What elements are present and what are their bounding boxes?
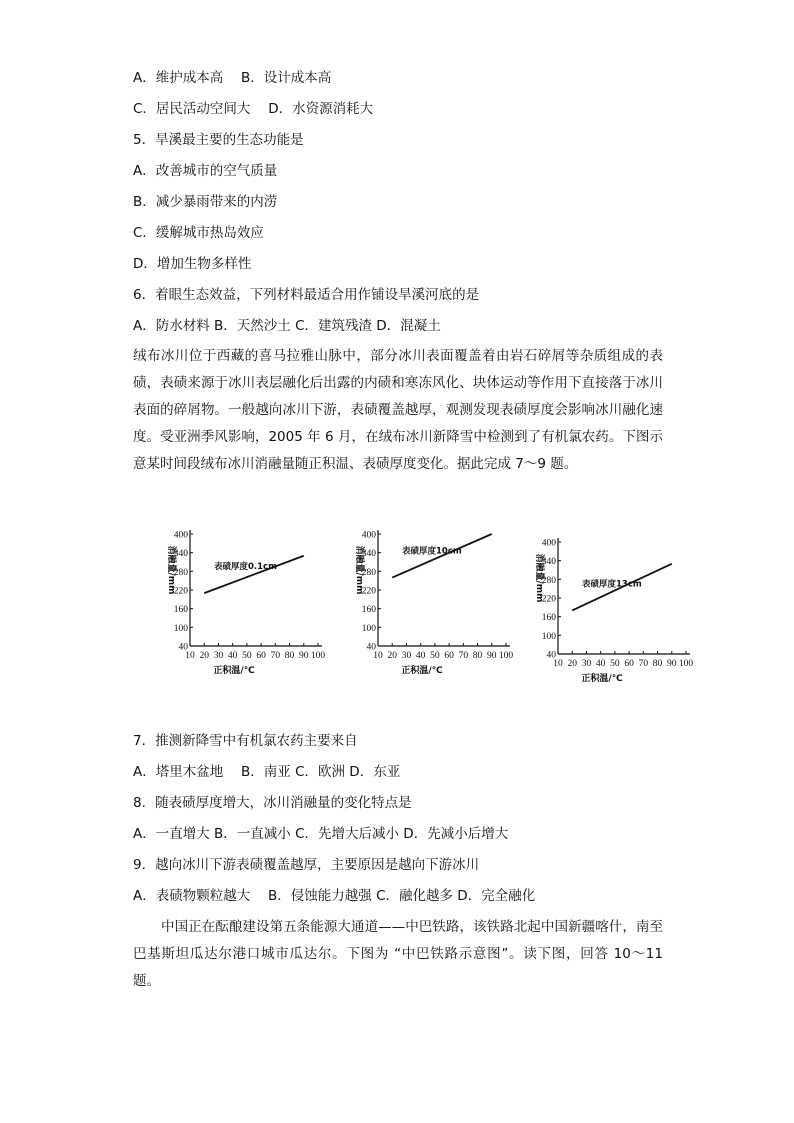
- y-tick-label: 280: [173, 567, 188, 578]
- y-tick-label: 40: [366, 642, 376, 653]
- chart-svg: [348, 528, 516, 678]
- x-axis-label: 正积温/℃: [213, 666, 255, 676]
- x-tick-label: 70: [638, 659, 649, 669]
- x-tick-label: 50: [430, 651, 440, 661]
- x-axis-label: 正积温/℃: [581, 674, 623, 684]
- x-axis-label: 正积温/℃: [401, 666, 443, 676]
- x-tick-label: 40: [595, 659, 606, 669]
- x-tick-label: 60: [624, 659, 634, 669]
- y-tick-label: 340: [541, 557, 556, 568]
- y-tick-label: 340: [173, 549, 188, 560]
- x-tick-label: 100: [310, 651, 326, 661]
- x-tick-label: 60: [256, 651, 266, 661]
- x-tick-label: 80: [472, 651, 483, 661]
- chart-debris-13cm: [528, 536, 696, 686]
- glacier-passage: 绒布冰川位于西藏的喜马拉雅山脉中，部分冰川表面覆盖着由岩石碎屑等杂质组成的表碛，表碛来源于冰川表层融化后出露的内碛和寒冻风化、块体运动等作用下直接落于冰川表面的碎屑物。一般越向冰川下游，表碛覆盖越厚，观测发现表碛厚度会影响冰川融化速度。受亚洲季风影响，2005 年 6 月，在绒布冰川新降雪中检测到了有机氯农药。下图示意某时间段绒布冰川消融量随正积温、表碛厚度变化。据此完成 7～9 题。: [133, 348, 663, 472]
- chart-svg: [160, 528, 328, 678]
- x-tick-label: 70: [458, 651, 469, 661]
- question-5-option-c: C．缓解城市热岛效应: [133, 225, 264, 241]
- x-tick-label: 10: [373, 651, 383, 661]
- chart-svg: [528, 536, 696, 686]
- y-tick-label: 340: [361, 549, 376, 560]
- y-tick-label: 100: [361, 623, 376, 634]
- chart-debris-0-1cm: [160, 528, 328, 678]
- x-tick-label: 30: [213, 651, 224, 661]
- x-tick-label: 30: [581, 659, 592, 669]
- question-5-option-a: A．改善城市的空气质量: [133, 163, 278, 179]
- y-tick-label: 280: [541, 575, 556, 586]
- question-7-stem: 7．推测新降雪中有机氯农药主要来自: [133, 733, 358, 749]
- x-tick-label: 90: [299, 651, 309, 661]
- x-tick-label: 90: [487, 651, 497, 661]
- x-tick-label: 10: [185, 651, 195, 661]
- x-tick-label: 40: [415, 651, 426, 661]
- y-tick-label: 220: [361, 586, 376, 597]
- x-tick-label: 100: [498, 651, 514, 661]
- question-4-options-cd: C．居民活动空间大 D．水资源消耗大: [133, 101, 374, 117]
- y-tick-label: 400: [361, 530, 376, 541]
- question-4-options-ab: A．维护成本高 B．设计成本高: [133, 70, 332, 86]
- y-tick-label: 280: [361, 567, 376, 578]
- x-tick-label: 20: [567, 659, 577, 669]
- railway-passage: 中国正在酝酿建设第五条能源大通道——中巴铁路，该铁路北起中国新疆喀什，南至巴基斯坦瓜达尔港口城市瓜达尔。下图为 “中巴铁路示意图”。读下图，回答 10～11 题。: [133, 919, 663, 989]
- question-9-options: A．表碛物颗粒越大 B．侵蚀能力越强 C．融化越多 D．完全融化: [133, 888, 536, 904]
- chart-annotation: 表碛厚度13cm: [582, 579, 642, 590]
- x-tick-label: 80: [652, 659, 663, 669]
- y-tick-label: 40: [546, 650, 556, 661]
- question-5-option-b: B．减少暴雨带来的内涝: [133, 194, 278, 210]
- x-tick-label: 50: [610, 659, 620, 669]
- y-tick-label: 220: [541, 594, 556, 605]
- y-tick-label: 400: [173, 530, 188, 541]
- x-tick-label: 40: [227, 651, 238, 661]
- y-tick-label: 220: [173, 586, 188, 597]
- chart-debris-10cm: [348, 528, 516, 678]
- question-5-option-d: D．增加生物多样性: [133, 256, 252, 272]
- question-7-options: A．塔里木盆地 B．南亚 C．欧洲 D．东亚: [133, 764, 401, 780]
- y-tick-label: 100: [173, 623, 188, 634]
- question-5-stem: 5．旱溪最主要的生态功能是: [133, 132, 304, 148]
- y-tick-label: 40: [178, 642, 188, 653]
- y-axis-label: 消融量/mm: [354, 545, 364, 595]
- chart-annotation: 表碛厚度10cm: [402, 546, 462, 557]
- y-tick-label: 160: [361, 605, 376, 616]
- question-8-options: A．一直增大 B．一直减小 C．先增大后减小 D．先减小后增大: [133, 826, 509, 842]
- question-8-stem: 8．随表碛厚度增大，冰川消融量的变化特点是: [133, 795, 412, 811]
- y-tick-label: 400: [541, 538, 556, 549]
- question-6-stem: 6．着眼生态效益，下列材料最适合用作铺设旱溪河底的是: [133, 287, 480, 303]
- y-axis-label: 消融量/mm: [166, 545, 176, 595]
- x-tick-label: 100: [678, 659, 694, 669]
- y-tick-label: 160: [541, 613, 556, 624]
- x-tick-label: 70: [270, 651, 281, 661]
- x-tick-label: 80: [284, 651, 295, 661]
- x-tick-label: 90: [667, 659, 677, 669]
- chart-annotation: 表碛厚度0.1cm: [214, 562, 277, 573]
- x-tick-label: 50: [242, 651, 252, 661]
- question-9-stem: 9．越向冰川下游表碛覆盖越厚，主要原因是越向下游冰川: [133, 857, 480, 873]
- x-tick-label: 20: [199, 651, 209, 661]
- x-tick-label: 30: [401, 651, 412, 661]
- y-tick-label: 160: [173, 605, 188, 616]
- y-tick-label: 100: [541, 631, 556, 642]
- y-axis-label: 消融量/mm: [534, 553, 544, 603]
- x-tick-label: 10: [553, 659, 563, 669]
- x-tick-label: 60: [444, 651, 454, 661]
- x-tick-label: 20: [387, 651, 397, 661]
- question-6-options: A．防水材料 B．天然沙土 C．建筑残渣 D．混凝土: [133, 318, 441, 334]
